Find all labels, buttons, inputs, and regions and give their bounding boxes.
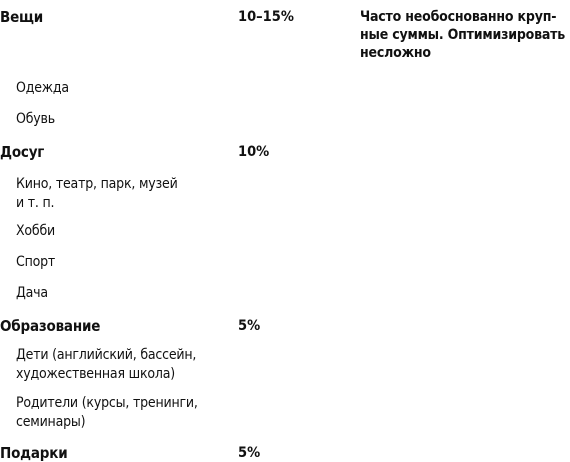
percent-leisure: 10% bbox=[238, 144, 270, 160]
category-gifts: Подарки bbox=[0, 444, 68, 462]
item-culture bbox=[16, 175, 226, 213]
note-line: несложно bbox=[360, 45, 431, 61]
item-line: и т. п. bbox=[16, 195, 55, 211]
percent-things: 10–15% bbox=[238, 9, 294, 25]
item-line: Кино, театр, парк, музей bbox=[16, 176, 178, 192]
item-clothes: Одежда bbox=[16, 80, 69, 96]
category-education: Образование bbox=[0, 317, 101, 335]
item-line: художественная школа) bbox=[16, 366, 175, 382]
item-shoes: Обувь bbox=[16, 111, 55, 127]
note-line: ные суммы. Оптимизировать bbox=[360, 27, 566, 43]
item-parents bbox=[16, 394, 226, 432]
item-hobby: Хобби bbox=[16, 223, 56, 239]
item-dacha: Дача bbox=[16, 285, 48, 301]
category-things: Вещи bbox=[0, 8, 44, 26]
note-things bbox=[360, 8, 570, 62]
note-line: Часто необоснованно круп- bbox=[360, 9, 557, 25]
item-sport: Спорт bbox=[16, 254, 56, 270]
item-line: Родители (курсы, тренинги, bbox=[16, 395, 198, 411]
percent-gifts: 5% bbox=[238, 445, 261, 461]
item-line: семинары) bbox=[16, 414, 86, 430]
percent-education: 5% bbox=[238, 318, 261, 334]
item-children bbox=[16, 346, 226, 384]
category-leisure: Досуг bbox=[0, 143, 45, 161]
item-line: Дети (английский, бассейн, bbox=[16, 347, 197, 363]
